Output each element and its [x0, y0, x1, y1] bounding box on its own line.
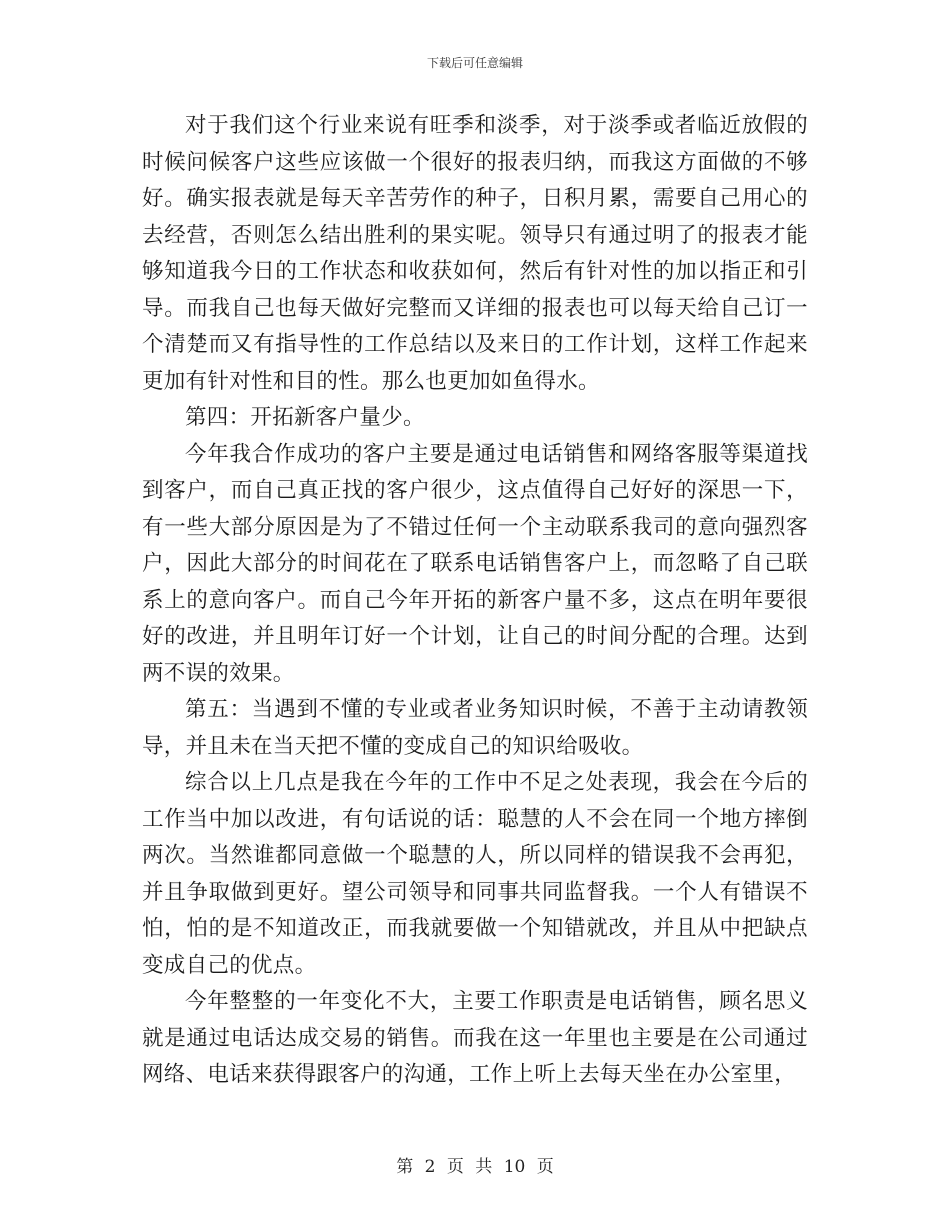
paragraph-2: 第四：开拓新客户量少。	[185, 405, 425, 430]
document-body	[142, 108, 808, 1094]
page-number: 第 2 页 共 10 页	[396, 1157, 554, 1177]
paragraph-6: 今年整整的一年变化不大，主要工作职责是电话销售，顾名思义就是通过电话达成交易的销售。而我在这一年里也主要是在公司通过网络、电话来获得跟客户的沟通，工作上听上去每天坐在办公室里，	[142, 989, 808, 1087]
page-header: 下载后可任意编辑	[426, 56, 523, 70]
paragraph-5: 综合以上几点是我在今年的工作中不足之处表现，我会在今后的工作当中加以改进，有句话说的话：聪慧的人不会在同一个地方摔倒两次。当然谁都同意做一个聪慧的人，所以同样的错误我不会再犯，并且争取做到更好。望公司领导和同事共同监督我。一个人有错误不怕，怕的是不知道改正，而我就要做一个知错就改，并且从中把缺点变成自己的优点。	[142, 770, 808, 978]
paragraph-3: 今年我合作成功的客户主要是通过电话销售和网络客服等渠道找到客户，而自己真正找的客户很少，这点值得自己好好的深思一下，有一些大部分原因是为了不错过任何一个主动联系我司的意向强烈客户，因此大部分的时间花在了联系电话销售客户上，而忽略了自己联系上的意向客户。而自己今年开拓的新客户量不多，这点在明年要很好的改进，并且明年订好一个计划，让自己的时间分配的合理。达到两不误的效果。	[142, 441, 808, 686]
paragraph-4: 第五：当遇到不懂的专业或者业务知识时候，不善于主动请教领导，并且未在当天把不懂的变成自己的知识给吸收。	[142, 697, 808, 759]
paragraph-1: 对于我们这个行业来说有旺季和淡季，对于淡季或者临近放假的时候问候客户这些应该做一个很好的报表归纳，而我这方面做的不够好。确实报表就是每天辛苦劳作的种子，日积月累，需要自己用心的去经营，否则怎么结出胜利的果实呢。领导只有通过明了的报表才能够知道我今日的工作状态和收获如何，然后有针对性的加以指正和引导。而我自己也每天做好完整而又详细的报表也可以每天给自己订一个清楚而又有指导性的工作总结以及来日的工作计划，这样工作起来更加有针对性和目的性。那么也更加如鱼得水。	[142, 113, 808, 394]
